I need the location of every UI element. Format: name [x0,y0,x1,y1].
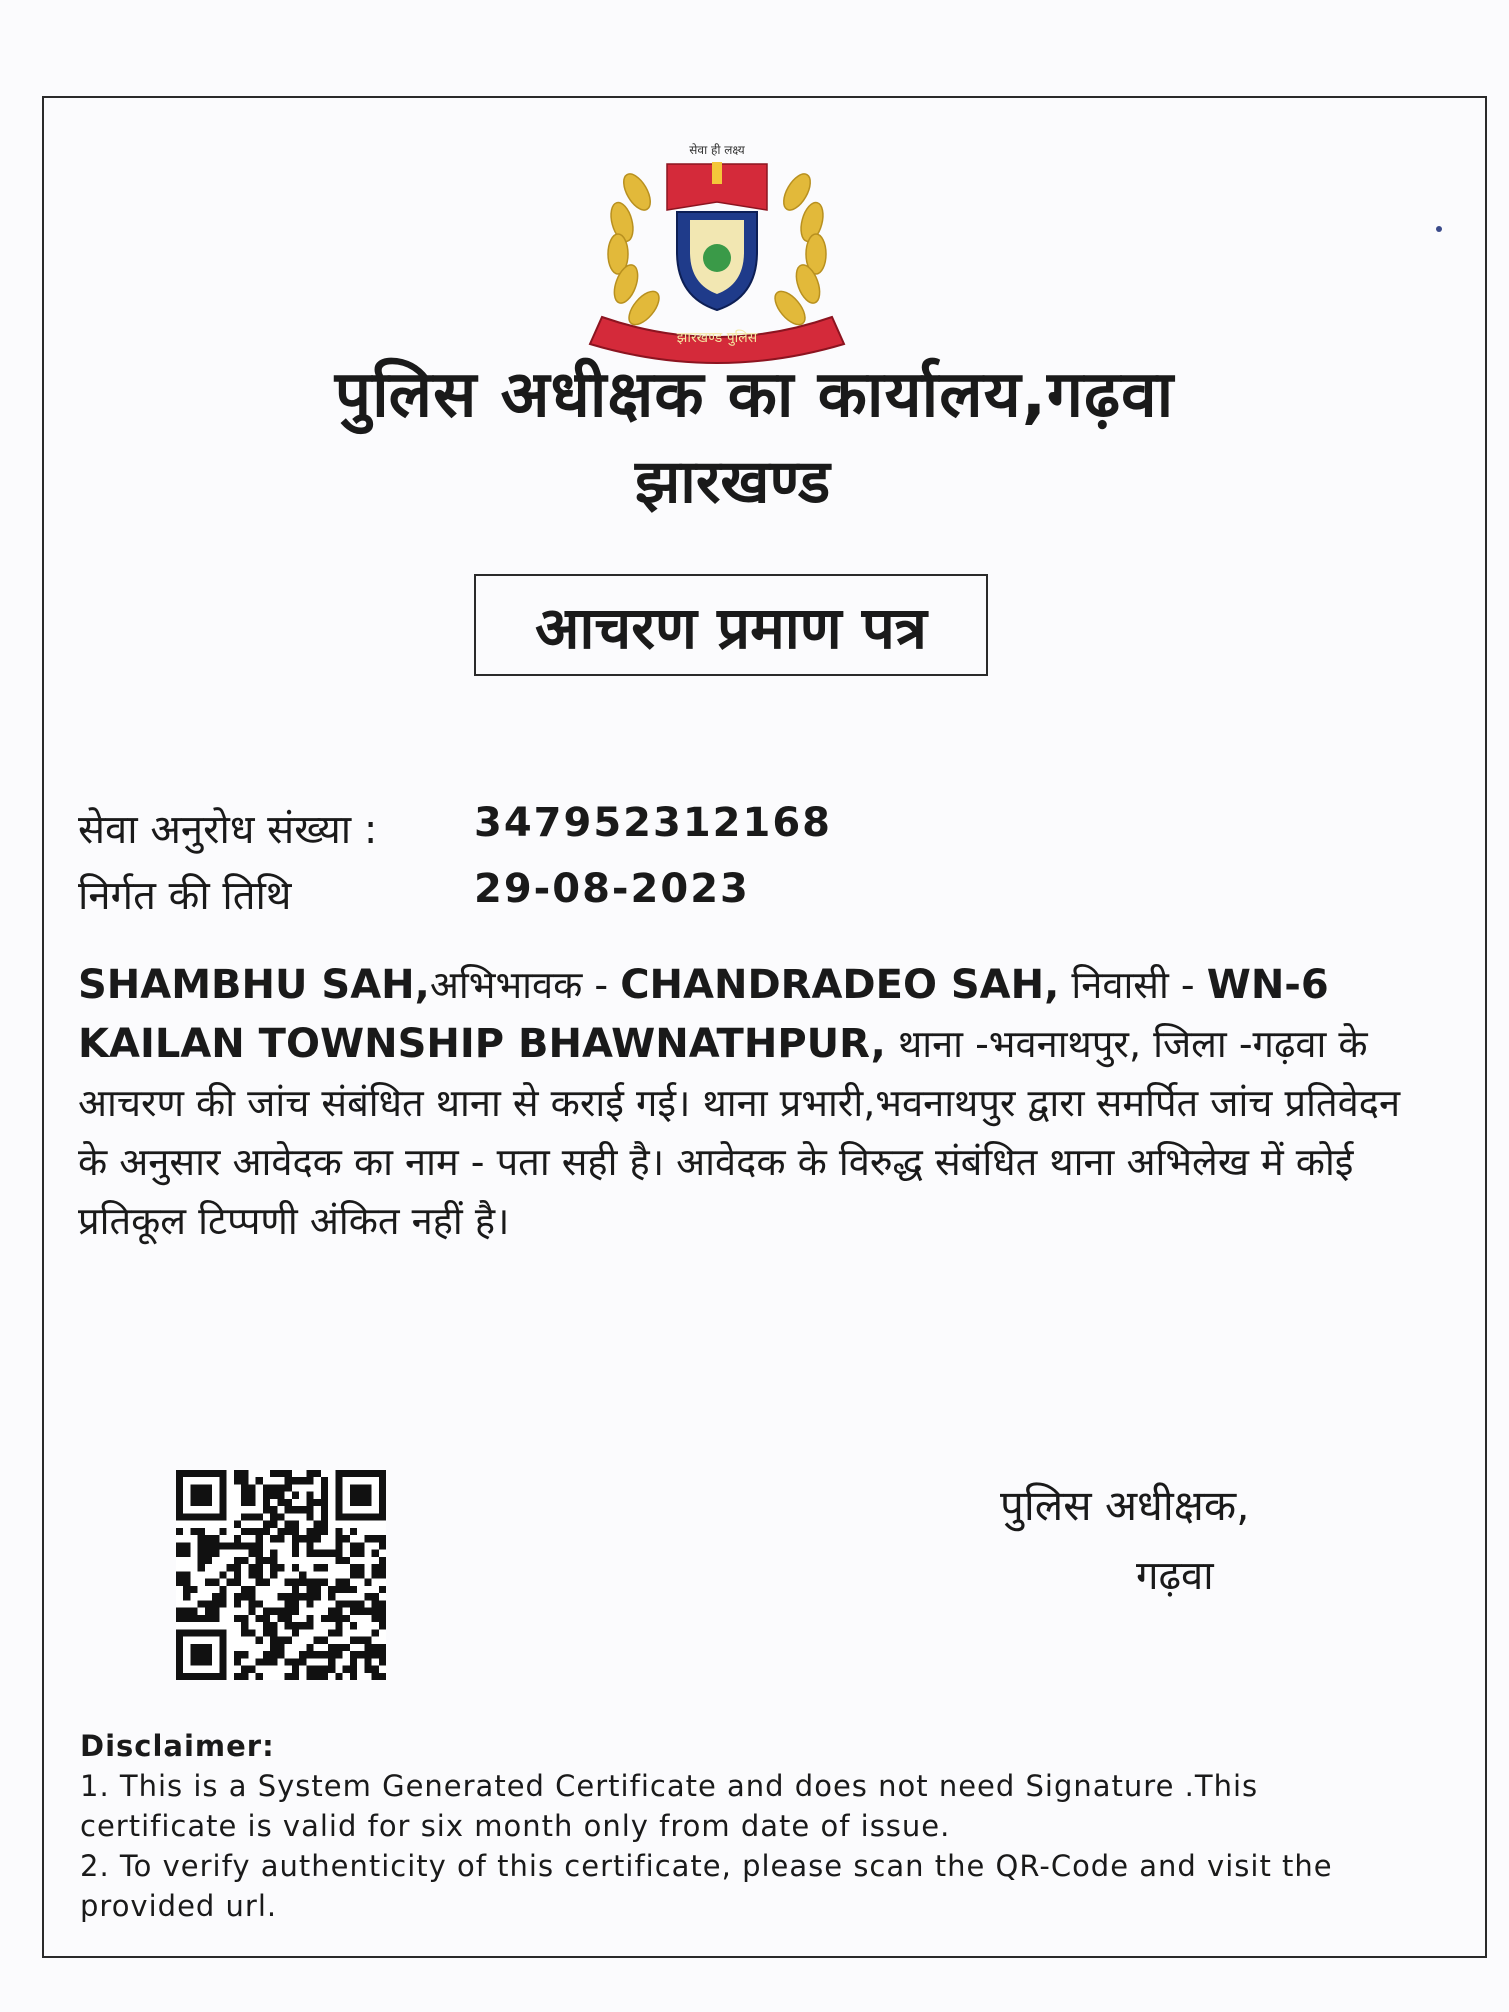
disclaimer-point-1: 1. This is a System Generated Certificate and does not need Signature .This certificate is valid for six month only from date of issue. [80,1769,1259,1843]
applicant-name: SHAMBHU SAH, [78,962,430,1008]
request-number-value: 347952312168 [474,800,832,846]
applicant-address: WN-6 KAILAN TOWNSHIP BHAWNATHPUR, [78,962,1329,1067]
emblem-banner: झारखण्ड पुलिस [676,330,758,346]
state-name: झारखण्ड [634,447,831,517]
scan-speck [1436,226,1442,232]
guardian-label: अभिभावक - [429,963,621,1007]
resident-label: निवासी - [1059,963,1207,1007]
guardian-name: CHANDRADEO SAH, [620,962,1060,1008]
certificate-body [78,956,1430,1251]
office-name: पुलिस अधीक्षक का कार्यालय,गढ़वा [334,358,1175,432]
issue-date-value: 29-08-2023 [474,866,750,912]
certificate-title: आचरण प्रमाण पत्र [474,574,988,676]
issue-date-row [78,866,878,919]
request-number-label: सेवा अनुरोध संख्या : [78,807,378,853]
disclaimer-point-2: 2. To verify authenticity of this certificate, please scan the QR-Code and visit the provided url. [80,1849,1333,1923]
jharkhand-police-emblem [582,132,852,367]
issue-date-label: निर्गत की तिथि [78,873,292,919]
emblem-motto: सेवा ही लक्ष्य [689,143,745,157]
signatory-district: गढ़वा [1136,1553,1214,1599]
disclaimer-section [80,1726,1420,1926]
qr-code[interactable] [176,1470,386,1680]
body-statement: थाना -भवनाथपुर, जिला -गढ़वा के आचरण की जांच संबंधित थाना से कराई गई। थाना प्रभारी,भवनाथपुर द्वारा समर्पित जांच प्रतिवेदन के अनुसार आवेदक का नाम - पता सही है। आवेदक के विरुद्ध संबंधित थाना अभिलेख में कोई प्रतिकूल टिप्पणी अंकित नहीं है। [78,1022,1401,1243]
signatory-designation: पुलिस अधीक्षक, [1000,1481,1250,1530]
request-number-row [78,800,878,853]
disclaimer-heading: Disclaimer: [80,1729,275,1763]
